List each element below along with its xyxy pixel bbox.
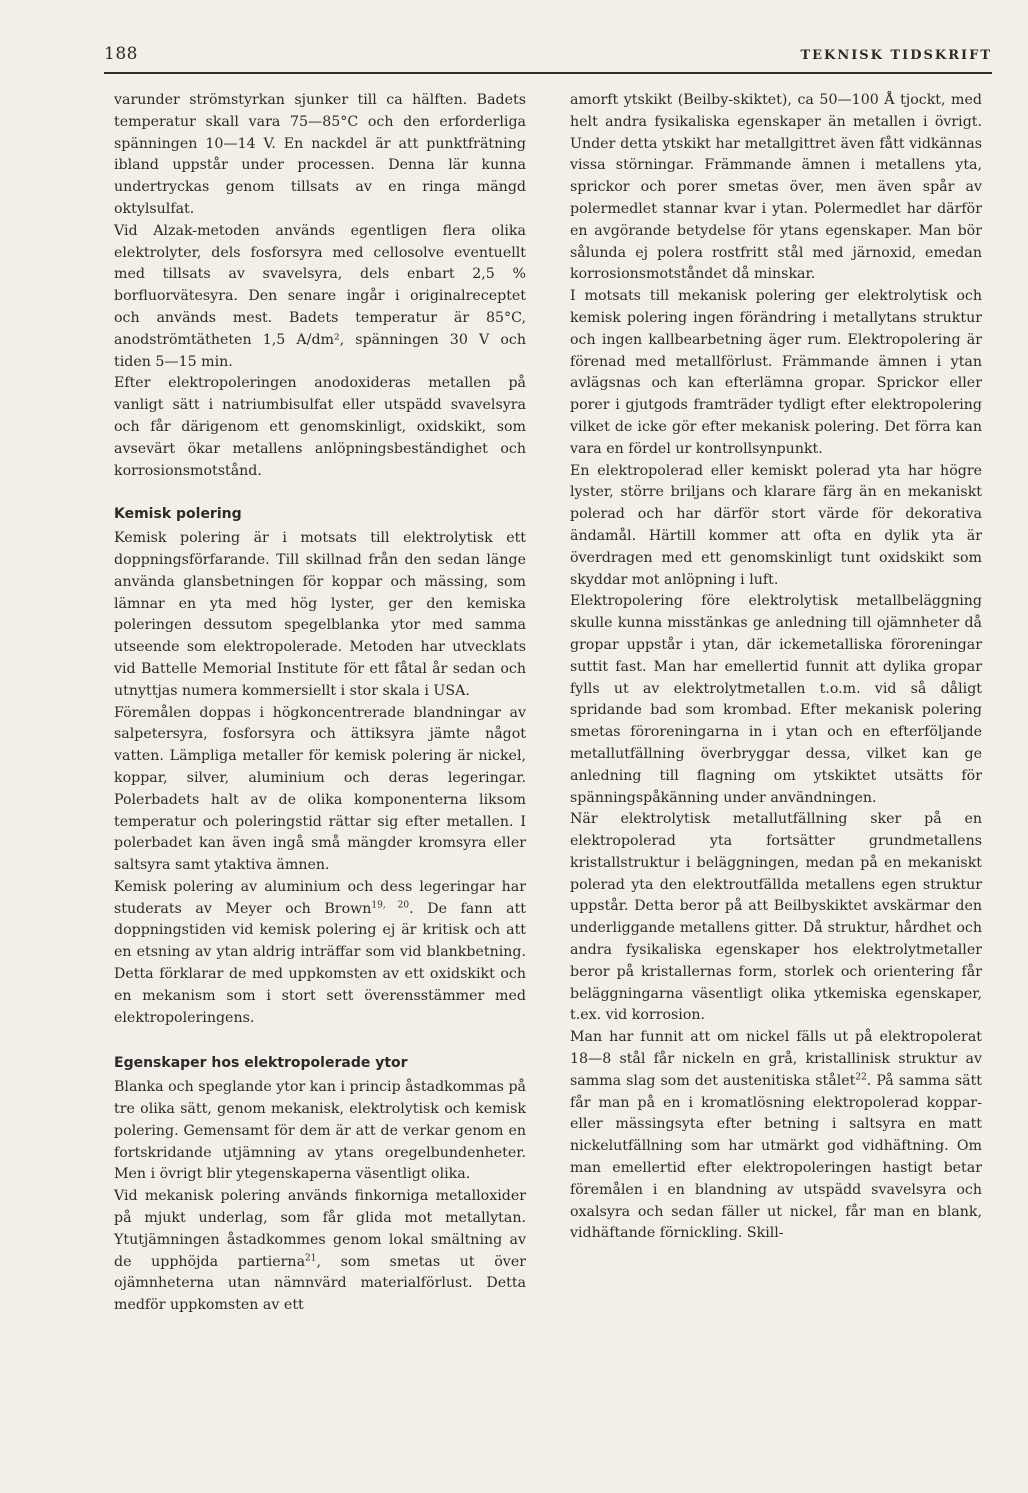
section-heading: Egenskaper hos elektropolerade ytor (114, 1055, 408, 1072)
paragraph: När elektrolytisk metallutfällning sker på en elektropolerad yta fortsätter grundmetallens kristallstruktur i beläggningen, medan på en mekaniskt polerad yta den elektroutfällda metallens egen struktur uppstår. Detta beror på att Beilbyskiktet avskärmar den underliggande metallens gitter. Då struktur, hårdhet och andra fysikaliska egenskaper hos elektrolytmetaller beror på kristallernas form, storlek och orientering får beläggningarna väsentligt olika ytkemiska egenskaper, t.ex. vid korrosion. (570, 811, 982, 1024)
paragraph: Vid Alzak-metoden används egentligen flera olika elektrolyter, dels fosforsyra med cellosolve eventuellt med tillsats av svavelsyra, dels enbart 2,5 % borfluorvätesyra. Den senare ingår i originalreceptet och används mest. Badets temperatur är 85°C, anodströmtätheten 1,5 A/dm², spänningen 30 V och tiden 5—15 min. (114, 222, 526, 370)
paragraph-text: , som smetas ut över ojämnheterna utan nämnvärd materialförlust. Detta medför uppkomsten av ett (114, 1253, 526, 1314)
paragraph: Elektropolering före elektrolytisk metallbeläggning skulle kunna misstänkas ge anledning till ojämnheter då gropar uppstår i ytan, där ickemetalliska föroreningar suttit fast. Man har emellertid funnit att dylika gropar fylls ut av elektrolytmetallen t.o.m. vid så dåligt spridande bad som krombad. Efter mekanisk polering smetas föroreningarna in i ytan och en efterföljande metallutfällning överbryggar dessa, vilket kan ge anledning till flagning om ytskiktet utsätts för spänningspåkänning under användningen. (570, 593, 982, 806)
paragraph-text: . De fann att doppningstiden vid kemisk polering ej är kritisk och att en etsning av ytan aldrig inträffar som vid blankbetning. Detta förklarar de med uppkomsten av ett oxidskikt och en mekanism som i stort sett överensstämmer med elektropoleringens. (114, 900, 526, 1026)
section-heading: Kemisk polering (114, 506, 242, 523)
footnote-ref: 21 (305, 1252, 317, 1263)
page-number: 188 (104, 44, 138, 64)
paragraph-text: Kemisk polering av aluminium och dess legeringar har studerats av Meyer och Brown (114, 878, 526, 917)
left-column (114, 90, 526, 1317)
journal-title: TEKNISK TIDSKRIFT (800, 48, 992, 63)
paragraph: I motsats till mekanisk polering ger elektrolytisk och kemisk polering ingen förändring i metallytans struktur och ingen kallbearbetning äger rum. Elektropolering är förenad med metallförlust. Främmande ämnen i ytan avlägsnas och kan efterlämna gropar. Sprickor eller porer i gjutgods framträder tydligt efter elektropolering vilket de icke gör efter mekanisk polering. Det förra kan vara en fördel ur kontrollsynpunkt. (570, 288, 982, 457)
paragraph: Kemisk polering är i motsats till elektrolytisk ett doppningsförfarande. Till skillnad från den sedan länge använda glansbetningen för koppar och mässing, som lämnar en yta med hög lyster, ger den kemiska poleringen dessutom spegelblanka ytor med samma utseende som elektropolerade. Metoden har utvecklats vid Battelle Memorial Institute för ett fåtal år sedan och utnyttjas numera kommersiellt i stor skala i USA. (114, 530, 526, 699)
page-header (104, 38, 992, 74)
paragraph (114, 877, 526, 1030)
paragraph (114, 1186, 526, 1317)
paragraph: Efter elektropoleringen anodoxideras metallen på vanligt sätt i natriumbisulfat eller utspädd svavelsyra och får därigenom ett genomskinligt, oxidskikt, som avsevärt ökar metallens anlöpningsbeständighet och korrosionsmotstånd. (114, 375, 526, 479)
paragraph-text: . På samma sätt får man på en i kromatlösning elektropolerad koppar- eller mässingsyta efter betning i saltsyra en matt nickelutfällning som har utmärkt god vidhäftning. Om man emellertid efter elektropoleringen hastigt betar föremålen i en blandning av utspädd svavelsyra och oxalsyra och sedan fäller ut nickel, får man en blank, vidhäftande förnickling. Skill- (570, 1072, 982, 1242)
paragraph (570, 1027, 982, 1245)
paragraph: En elektropolerad eller kemiskt polerad yta har högre lyster, större briljans och klarare färg än en mekaniskt polerad och har därför stort värde för dekorativa ändamål. Härtill kommer att ofta en dylik yta är överdragen med ett genomskinligt tunt oxidskikt som skyddar mot anlöpning i luft. (570, 462, 982, 588)
paragraph-text: Vid mekanisk polering används finkorniga metalloxider på mjukt underlag, som får glida mot metallytan. Ytutjämningen åstadkommes genom lokal smältning av de upphöjda partierna (114, 1188, 526, 1270)
footnote-ref: 19, 20 (371, 899, 410, 910)
right-column (570, 90, 982, 1245)
paragraph: Föremålen doppas i högkoncentrerade blandningar av salpetersyra, fosforsyra och ättiksyra jämte något vatten. Lämpliga metaller för kemisk polering är nickel, koppar, silver, aluminium och deras legeringar. Polerbadets halt av de olika komponenterna liksom temperatur och poleringstid rättar sig efter metallen. I polerbadet kan även ingå små mängder kromsyra eller saltsyra samt ytaktiva ämnen. (114, 704, 526, 874)
paragraph: amorft ytskikt (Beilby-skiktet), ca 50—100 Å tjockt, med helt andra fysikaliska egenskaper än metallen i övrigt. Under detta ytskikt har metallgittret även fått vidkännas vissa störningar. Främmande ämnen i metallens yta, sprickor och porer smetas över, men även spår av polermedlet stannar kvar i ytan. Polermedlet har därför en avgörande betydelse för ytans egenskaper. Man bör sålunda ej polera rostfritt stål med järnoxid, emedan korrosionsmotståndet då minskar. (570, 92, 982, 283)
footnote-ref: 22 (855, 1072, 867, 1083)
paragraph: Blanka och speglande ytor kan i princip åstadkommas på tre olika sätt, genom mekanisk, elektrolytisk och kemisk polering. Gemensamt för dem är att de verkar genom en fortskridande utjämning av ytans oregelbundenheter. Men i övrigt blir ytegenskaperna väsentligt olika. (114, 1079, 526, 1183)
paragraph: varunder strömstyrkan sjunker till ca hälften. Badets temperatur skall vara 75—85°C och den erforderliga spänningen 10—14 V. En nackdel är att punktfrätning ibland uppstår under processen. Denna lär kunna undertryckas genom tillsats av en ringa mängd oktylsulfat. (114, 92, 526, 217)
paragraph-text: Man har funnit att om nickel fälls ut på elektropolerat 18—8 stål får nickeln en grå, kristallinisk struktur av samma slag som det austenitiska stålet (570, 1029, 982, 1089)
